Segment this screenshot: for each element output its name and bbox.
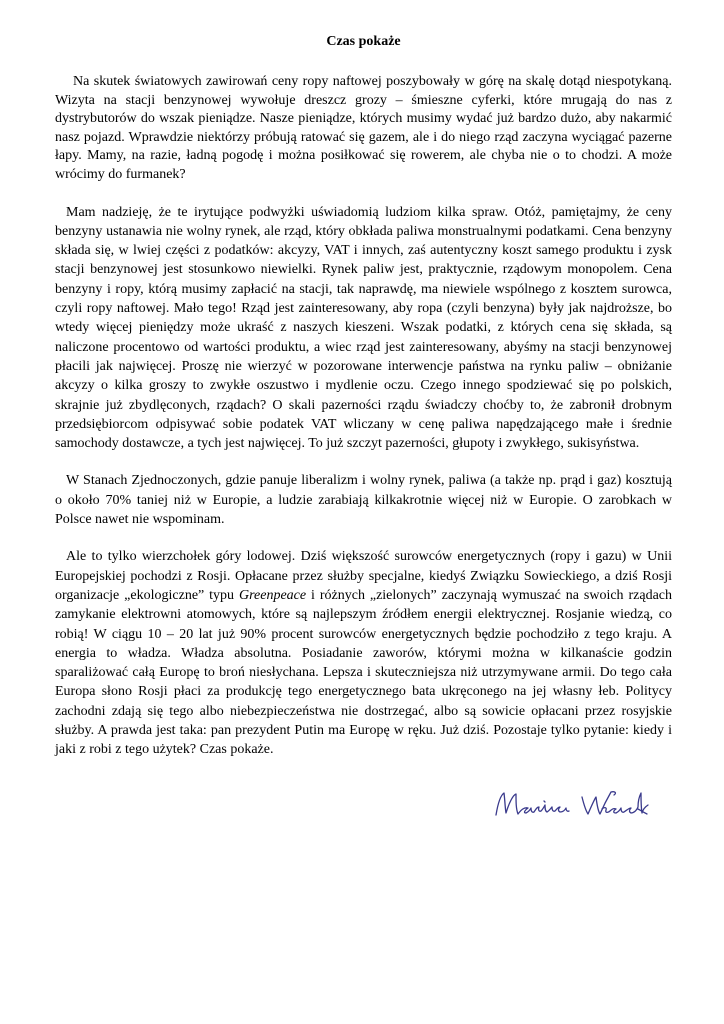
paragraph-4-part-2: i różnych „zielonych” zaczynają wymuszać na swoich rządach zamykanie elektrowni atomowych, które są najlepszym źródłem energii elektrycznej. Rosjanie wiedzą, co robią! W ciągu 10 – 20 lat już 90% procent surowców energetycznych będzie pochodziło z tego kraju. A energia to władza. Władza absolutna. Posiadanie zaworów, którymi można w kilkanaście godzin sparaliżować całą Europę to broń niesłychana. Lepsza i skuteczniejsza niż utrzymywane armii. Do tego cała Europa słono Rosji płaci za produkcję tego energetycznego bata ukręconego na jej własny łeb. Politycy zachodni zdają się tego albo niebezpieczeństwa nie dostrzegać, albo są sowicie opłacani przez rosyjskie służby. A prawda jest taka: pan prezydent Putin ma Europę w ręku. Już dziś. Pozostaje tylko pytanie: kiedy i jaki z robi z tego użytek? Czas pokaże. xyxy=(55,587,673,758)
paragraph-2: Mam nadzieję, że te irytujące podwyżki uświadomią ludziom kilka spraw. Otóż, pamiętajmy, że ceny benzyny ustanawia nie wolny rynek, ale rząd, który obkłada paliwa monstrualnymi podatkami. Cena benzyny składa się, w lwiej części z podatków: akcyzy, VAT i innych, zaś autentyczny koszt samego produktu i zysk stacji benzynowej jest stosunkowo niewielki. Rynek paliw jest, praktycznie, rządowym monopolem. Cena benzyny i ropy, którą musimy zapłacić na stacji, tak naprawdę, ma niewiele wspólnego z kosztem surowca, czyli ropy naftowej. Mało tego! Rząd jest zainteresowany, aby ropa (czyli benzyna) były jak najdroższe, bo wtedy więcej pieniędzy może ukraść z naszych kieszeni. Wszak podatki, z których cena się składa, są naliczone procentowo od wartości produktu, a wiec rząd jest zainteresowany, abyśmy na stacji benzynowej płacili jak najwięcej. Proszę nie wierzyć w pozorowane interwencje państwa na rynku paliw – obniżanie akcyzy o kilka groszy to zwykłe oszustwo i mydlenie oczu. Czego innego spodziewać się po polskich, skrajnie już zbydlęconych, rządach? O skali pazerności rządu świadczy choćby to, że zabronił drobnym przedsiębiorcom odpisywać sobie podatek VAT wliczany w cenę paliwa napędzającego małe i średnie samochody dostawcze, a tych jest najwięcej. To już szczyt pazerności, głupoty i zwykłego, sukisyństwa. xyxy=(55,204,672,452)
paragraph-1: Na skutek światowych zawirowań ceny ropy naftowej poszybowały w górę na skalę dotąd niespotykaną. Wizyta na stacji benzynowej wywołuje dreszcz grozy – śmieszne cyferki, które mrugają do nas z dystrybutorów do wszak pieniądze. Nasze pieniądze, których musimy wydać już bardzo dużo, aby nakarmić nasz pojazd. Wprawdzie niektórzy próbują ratować się gazem, ale i do niego rząd zaczyna wyciągać pazerne łapy. Mamy, na razie, ładną pogodę i można posiłkować się rowerem, ale chyba nie o to chodzi. A może wrócimy do furmanek? xyxy=(55,74,672,182)
paragraph-4-italic: Greenpeace xyxy=(239,587,307,603)
document-title: Czas pokaże xyxy=(326,34,401,49)
paragraph-3: W Stanach Zjednoczonych, gdzie panuje liberalizm i wolny rynek, paliwa (a także np. prąd i gaz) kosztują o około 70% taniej niż w Europie, a ludzie zarabiają kilkakrotnie więcej niż w Europie. O zarobkach w Polsce nawet nie wspominam. xyxy=(55,473,672,528)
paragraph-4-part-1: Ale to tylko wierzchołek góry lodowej. Dziś większość surowców energetycznych (ropy i gazu) w Unii Europejskiej pochodzi z Rosji. Opłacane przez służby specjalne, kiedyś Związku Sowieckiego, a dziś Rosji organizacje „ekologiczne” typu xyxy=(55,549,672,603)
handwritten-signature xyxy=(492,783,652,823)
paragraph-4 xyxy=(55,547,672,759)
